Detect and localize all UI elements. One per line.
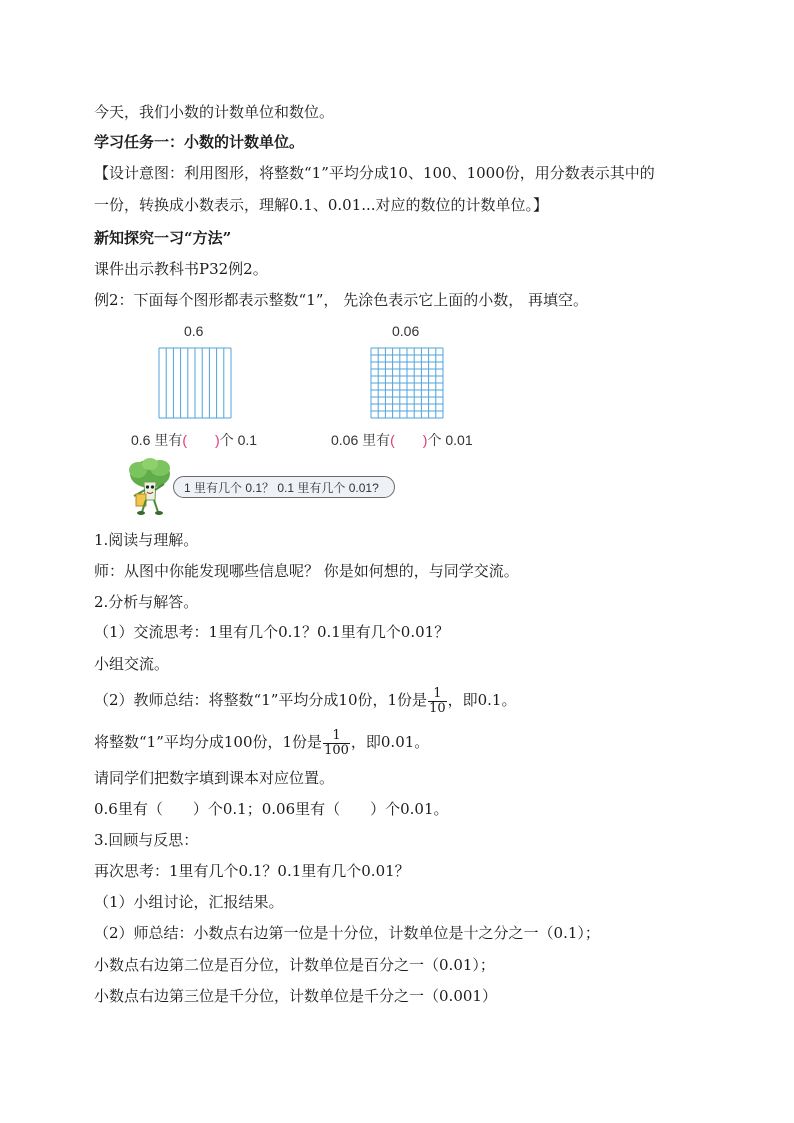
fraction-one-tenth <box>428 687 447 716</box>
teacher-summary-line <box>94 680 516 720</box>
summary-tenths-place-line: （2）师总结：小数点右边第一位是十分位，计数单位是十之分之一（0.1）； <box>94 924 600 942</box>
hundredths-grid <box>370 347 444 419</box>
teacher-question-line: 师：从图中你能发现哪些信息呢？ 你是如何想的，与同学交流。 <box>94 562 519 580</box>
left-caption-blank: ( ) <box>182 432 220 448</box>
left-caption-text-b: 个 0.1 <box>219 432 258 448</box>
fill-in-blanks-line: 0.6里有（ ）个0.1；0.06里有（ ）个0.01。 <box>94 800 449 818</box>
summary-text-b: ，即0.1。 <box>447 691 517 709</box>
hundredth-text-b: ，即0.01。 <box>350 733 430 751</box>
left-figure-value: 0.6 <box>184 323 204 339</box>
task-one-heading: 学习任务一：小数的计数单位。 <box>94 133 305 151</box>
exchange-thinking-line: （1）交流思考：1里有几个0.1？0.1里有几个0.01？ <box>94 623 450 641</box>
fraction-denominator: 10 <box>429 700 446 716</box>
hundredth-summary-line <box>94 722 429 762</box>
fill-in-instruction-line: 请同学们把数字填到课本对应位置。 <box>94 769 335 787</box>
left-caption-text-a: 0.6 里有 <box>131 432 183 448</box>
fraction-numerator: 1 <box>323 729 350 744</box>
right-caption-text-b: 个 0.01 <box>427 432 473 448</box>
new-knowledge-heading: 新知探究一习“方法” <box>94 229 232 247</box>
design-intent-line-1: 【设计意图：利用图形，将整数“1”平均分成10、100、1000份，用分数表示其中的 <box>94 164 655 182</box>
example-2-line: 例2：下面每个图形都表示整数“1”， 先涂色表示它上面的小数， 再填空。 <box>94 291 588 309</box>
left-figure-caption <box>131 430 257 450</box>
rethink-line: 再次思考：1里有几个0.1？0.1里有几个0.01？ <box>94 862 410 880</box>
hundredth-text-a: 将整数“1”平均分成100份，1份是 <box>94 733 323 751</box>
summary-text-a: （2）教师总结：将整数“1”平均分成10份，1份是 <box>94 691 428 709</box>
step-3-heading: 3.回顾与反思： <box>94 831 199 849</box>
tenths-grid <box>158 347 232 419</box>
group-exchange-line: 小组交流。 <box>94 655 170 673</box>
question-speech-bubble: 1 里有几个 0.1？ 0.1 里有几个 0.01? <box>173 476 395 498</box>
group-discussion-line: （1）小组讨论，汇报结果。 <box>94 893 284 911</box>
step-1-heading: 1.阅读与理解。 <box>94 531 199 549</box>
right-figure-value: 0.06 <box>392 323 420 339</box>
right-caption-text-a: 0.06 里有 <box>331 432 391 448</box>
cabbage-character-icon <box>122 456 178 516</box>
right-caption-blank: ( ) <box>390 432 428 448</box>
summary-hundredths-place-line: 小数点右边第二位是百分位，计数单位是百分之一（0.01）； <box>94 956 495 974</box>
courseware-line: 课件出示教科书P32例2。 <box>94 260 268 278</box>
summary-thousandths-place-line: 小数点右边第三位是千分位，计数单位是千分之一（0.001） <box>94 987 497 1005</box>
step-2-heading: 2.分析与解答。 <box>94 593 199 611</box>
fraction-one-hundredth <box>323 729 350 758</box>
fraction-numerator: 1 <box>428 687 447 702</box>
intro-line: 今天，我们小数的计数单位和数位。 <box>94 103 335 121</box>
fraction-denominator: 100 <box>324 742 349 758</box>
design-intent-line-2: 一份，转换成小数表示，理解0.1、0.01...对应的数位的计数单位。】 <box>94 196 549 214</box>
right-figure-caption <box>331 430 473 450</box>
